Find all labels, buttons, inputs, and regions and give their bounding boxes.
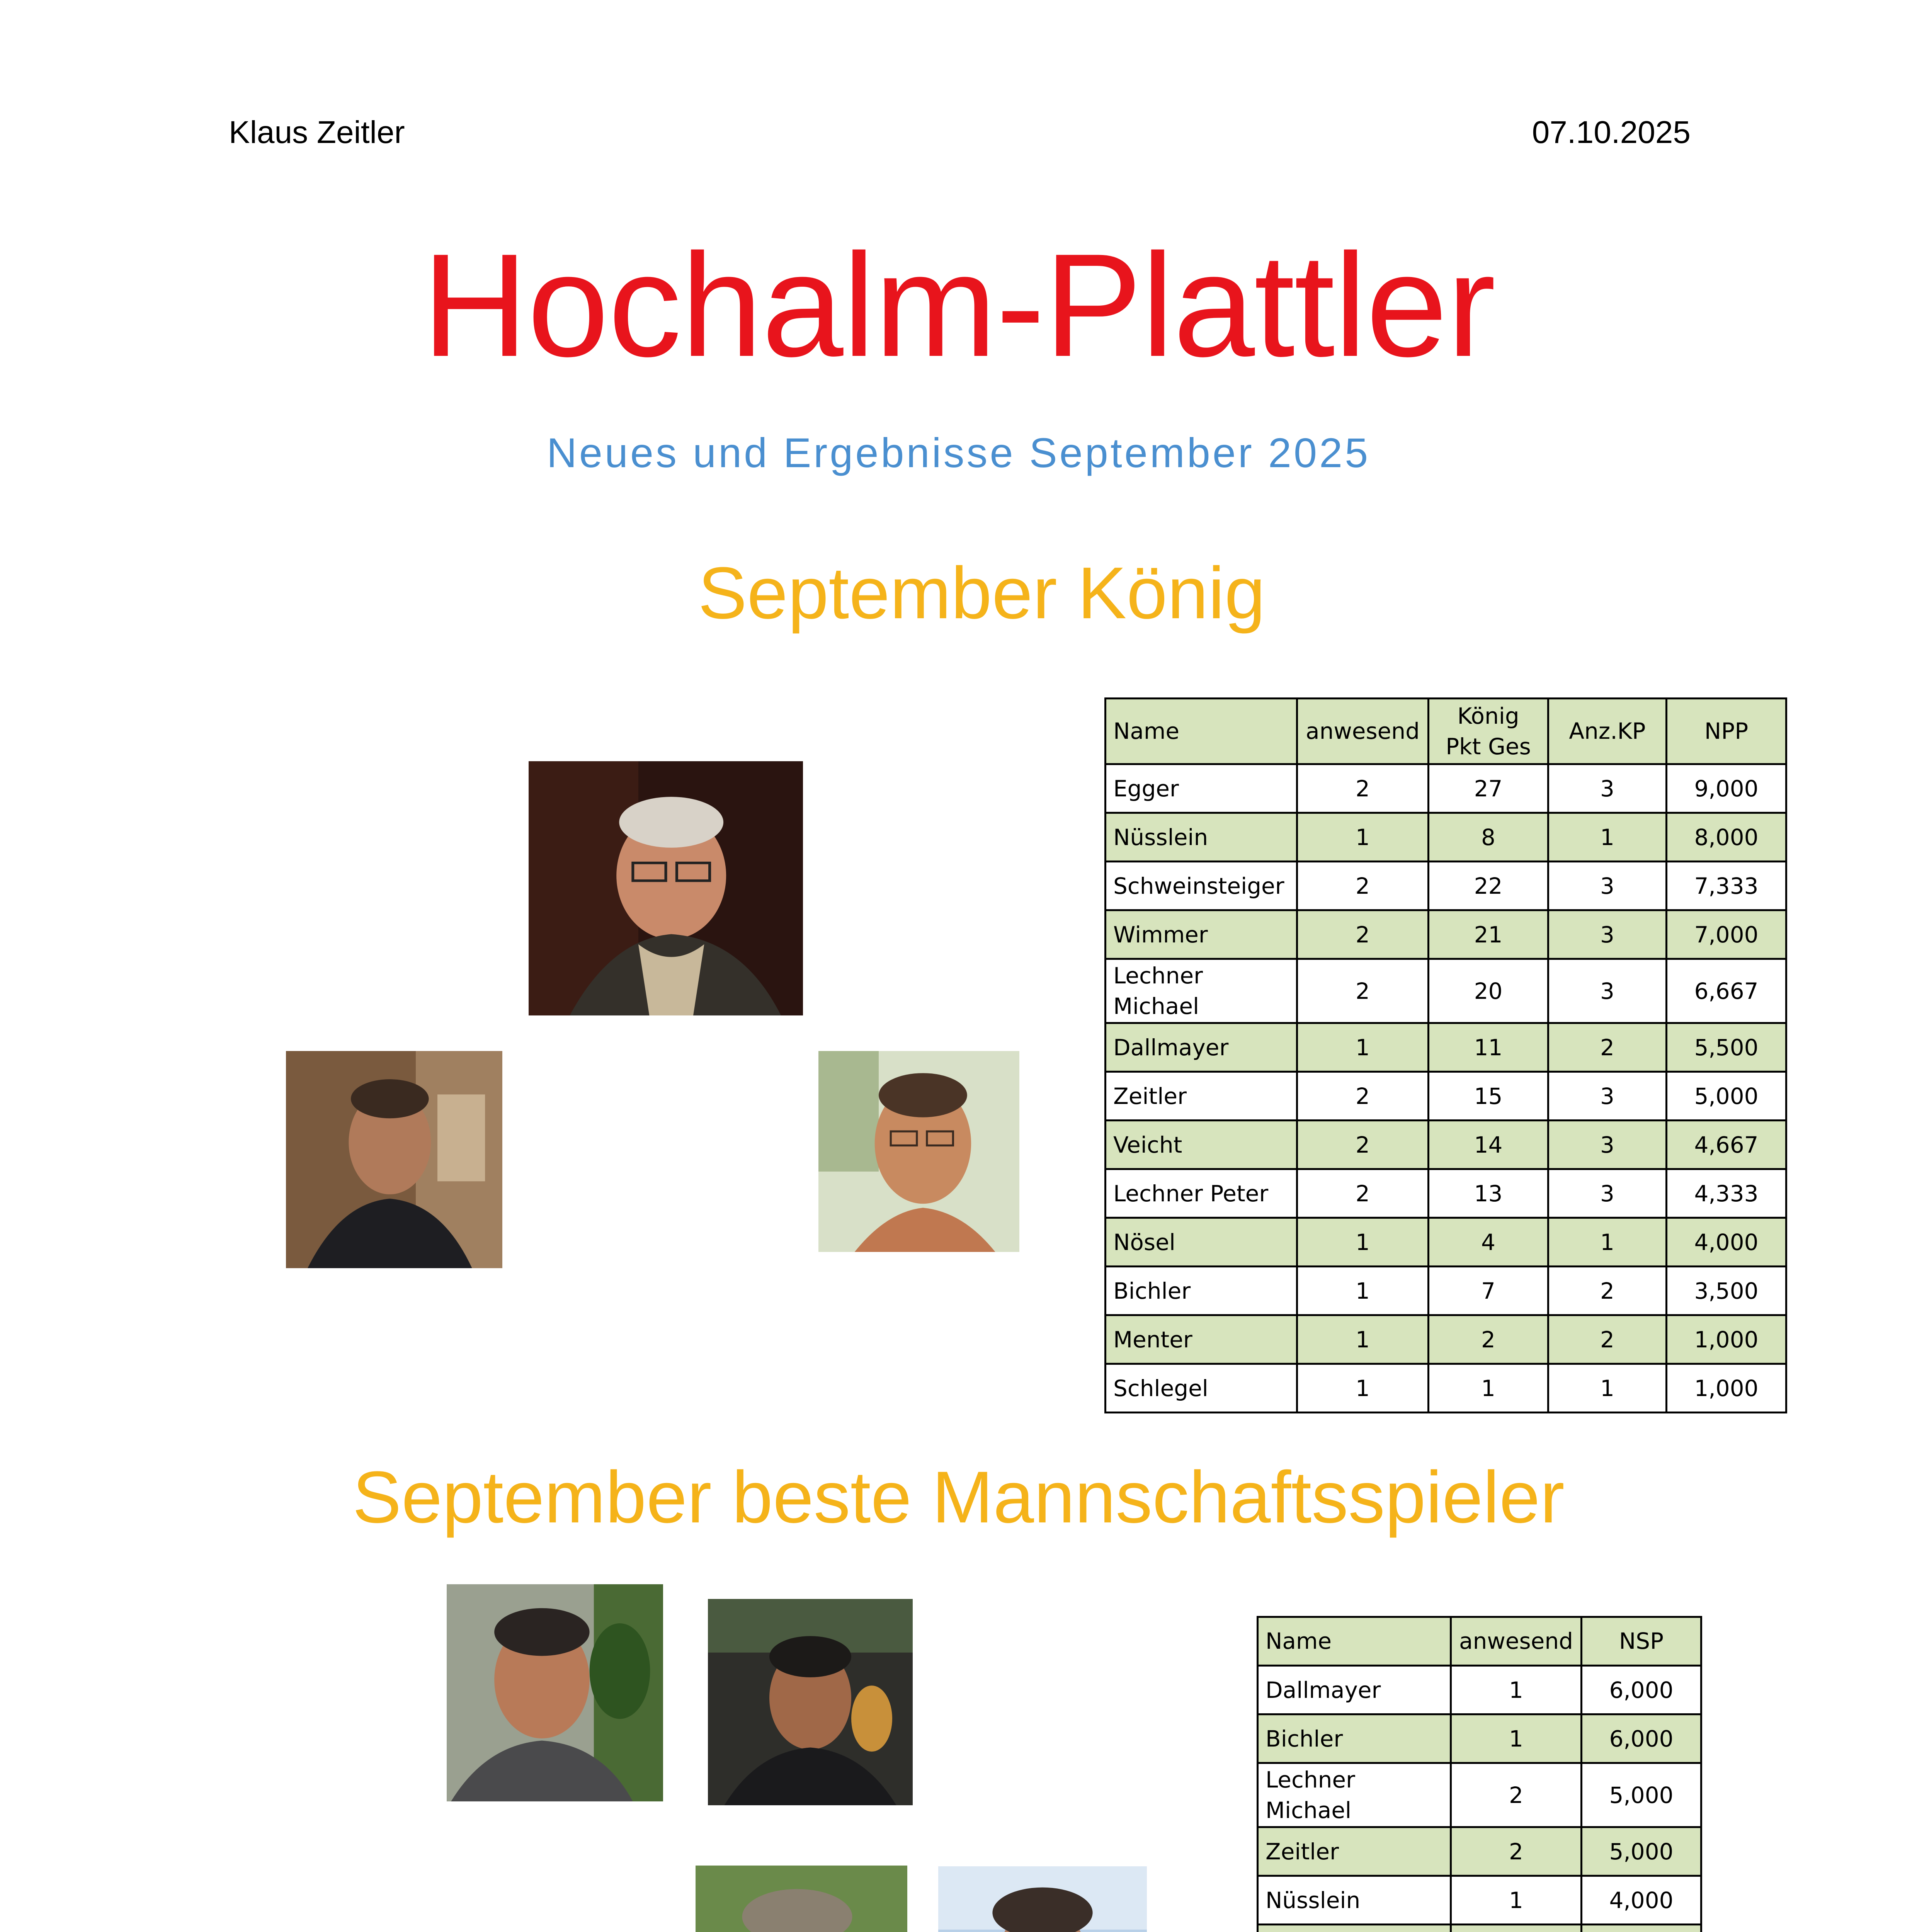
table-row xyxy=(1258,1925,1701,1932)
cell-nsp: 4,000 xyxy=(1582,1876,1701,1925)
column-header: anwesend xyxy=(1297,699,1429,764)
cell-name: Bichler xyxy=(1106,1267,1297,1315)
cell-anwesend: 1 xyxy=(1451,1876,1582,1925)
cell-pkt: 1 xyxy=(1429,1364,1548,1413)
table-row xyxy=(1106,959,1786,1023)
cell-nsp: 5,000 xyxy=(1582,1827,1701,1876)
cell-npp: 8,000 xyxy=(1667,813,1786,862)
cell-pkt: 22 xyxy=(1429,862,1548,910)
cell-pkt: 20 xyxy=(1429,959,1548,1023)
cell-anwesend: 1 xyxy=(1297,1364,1429,1413)
cell-pkt: 2 xyxy=(1429,1315,1548,1364)
cell-npp: 4,667 xyxy=(1667,1121,1786,1169)
photo-konig-first xyxy=(529,761,803,1015)
cell-anwesend: 2 xyxy=(1297,910,1429,959)
cell-anz: 3 xyxy=(1548,1169,1667,1218)
cell-anz: 3 xyxy=(1548,1121,1667,1169)
table-row xyxy=(1106,1364,1786,1413)
cell-anwesend: 2 xyxy=(1297,959,1429,1023)
cell-anwesend: 2 xyxy=(1451,1827,1582,1876)
table-row xyxy=(1106,1121,1786,1169)
section-heading-mannschaftsspieler: September beste Mannschaftsspieler xyxy=(352,1456,1565,1538)
cell-anwesend: 1 xyxy=(1297,813,1429,862)
cell-npp: 7,333 xyxy=(1667,862,1786,910)
cell-anz: 1 xyxy=(1548,1364,1667,1413)
cell-anwesend: 1 xyxy=(1297,1315,1429,1364)
column-header: anwesend xyxy=(1451,1617,1582,1666)
cell-npp: 4,333 xyxy=(1667,1169,1786,1218)
cell-npp: 1,000 xyxy=(1667,1315,1786,1364)
column-header: NPP xyxy=(1667,699,1786,764)
cell-anz: 2 xyxy=(1548,1023,1667,1072)
table-row xyxy=(1106,1072,1786,1121)
cell-name: Wimmer xyxy=(1106,910,1297,959)
cell-pkt: 21 xyxy=(1429,910,1548,959)
table-row xyxy=(1258,1763,1701,1827)
cell-anwesend: 2 xyxy=(1451,1763,1582,1827)
cell-npp: 4,000 xyxy=(1667,1218,1786,1267)
cell-name: Bichler xyxy=(1258,1714,1451,1763)
cell-pkt: 4 xyxy=(1429,1218,1548,1267)
cell-name: Lechner Michael xyxy=(1258,1763,1451,1827)
cell-name: Nüsslein xyxy=(1106,813,1297,862)
cell-pkt: 15 xyxy=(1429,1072,1548,1121)
cell-anwesend: 2 xyxy=(1297,1072,1429,1121)
cell-npp: 9,000 xyxy=(1667,764,1786,813)
column-header: Name xyxy=(1258,1617,1451,1666)
cell-npp: 6,667 xyxy=(1667,959,1786,1023)
cell-npp: 5,500 xyxy=(1667,1023,1786,1072)
cell-anwesend: 2 xyxy=(1297,862,1429,910)
table-header-row xyxy=(1106,699,1786,764)
cell-name xyxy=(1258,1925,1451,1932)
column-header: König Pkt Ges xyxy=(1429,699,1548,764)
column-header: Name xyxy=(1106,699,1297,764)
page-title: Hochalm-Plattler xyxy=(422,223,1495,387)
cell-name: Nüsslein xyxy=(1258,1876,1451,1925)
cell-npp: 7,000 xyxy=(1667,910,1786,959)
photo-konig-third xyxy=(818,1051,1019,1252)
photo-konig-second xyxy=(286,1051,502,1268)
photo-msp-1 xyxy=(447,1584,663,1801)
cell-pkt: 7 xyxy=(1429,1267,1548,1315)
table-row xyxy=(1106,1267,1786,1315)
cell-name: Zeitler xyxy=(1106,1072,1297,1121)
table-row xyxy=(1106,1218,1786,1267)
cell-pkt: 27 xyxy=(1429,764,1548,813)
cell-anwesend: 1 xyxy=(1297,1023,1429,1072)
cell-anwesend: 2 xyxy=(1297,764,1429,813)
cell-anz: 3 xyxy=(1548,862,1667,910)
cell-anwesend: 1 xyxy=(1297,1218,1429,1267)
cell-name: Lechner Peter xyxy=(1106,1169,1297,1218)
cell-anwesend: 2 xyxy=(1297,1169,1429,1218)
table-row xyxy=(1258,1714,1701,1763)
cell-name: Schweinsteiger xyxy=(1106,862,1297,910)
cell-name: Lechner Michael xyxy=(1106,959,1297,1023)
table-row xyxy=(1106,1315,1786,1364)
page-subtitle: Neues und Ergebnisse September 2025 xyxy=(546,429,1371,476)
cell-npp: 1,000 xyxy=(1667,1364,1786,1413)
table-row xyxy=(1106,862,1786,910)
cell-anz: 2 xyxy=(1548,1267,1667,1315)
mannschaftsspieler-table xyxy=(1257,1616,1702,1932)
table-row xyxy=(1106,764,1786,813)
konig-table xyxy=(1104,697,1787,1413)
cell-pkt: 14 xyxy=(1429,1121,1548,1169)
cell-nsp: 5,000 xyxy=(1582,1763,1701,1827)
header-author: Klaus Zeitler xyxy=(229,115,405,150)
cell-anwesend: 2 xyxy=(1297,1121,1429,1169)
cell-nsp: 6,000 xyxy=(1582,1666,1701,1714)
header-date: 07.10.2025 xyxy=(1532,115,1691,150)
table-row xyxy=(1258,1876,1701,1925)
cell-anz: 2 xyxy=(1548,1315,1667,1364)
cell-anwesend: 1 xyxy=(1451,1714,1582,1763)
cell-pkt: 13 xyxy=(1429,1169,1548,1218)
table-row xyxy=(1106,1169,1786,1218)
cell-anz: 1 xyxy=(1548,1218,1667,1267)
cell-name: Nösel xyxy=(1106,1218,1297,1267)
photo-msp-2 xyxy=(708,1599,913,1805)
cell-pkt: 11 xyxy=(1429,1023,1548,1072)
cell-anz: 3 xyxy=(1548,910,1667,959)
cell-npp: 3,500 xyxy=(1667,1267,1786,1315)
cell-anz: 1 xyxy=(1548,813,1667,862)
cell-anz: 3 xyxy=(1548,1072,1667,1121)
cell-nsp: 6,000 xyxy=(1582,1714,1701,1763)
cell-name: Dallmayer xyxy=(1258,1666,1451,1714)
cell-name: Zeitler xyxy=(1258,1827,1451,1876)
cell-name: Schlegel xyxy=(1106,1364,1297,1413)
cell-npp: 5,000 xyxy=(1667,1072,1786,1121)
table-row xyxy=(1106,1023,1786,1072)
cell-pkt: 8 xyxy=(1429,813,1548,862)
table-row xyxy=(1106,910,1786,959)
section-heading-konig: September König xyxy=(698,552,1266,634)
table-row xyxy=(1106,813,1786,862)
table-row xyxy=(1258,1827,1701,1876)
photo-msp-3 xyxy=(696,1866,907,1932)
cell-anwesend: 1 xyxy=(1297,1267,1429,1315)
cell-anz: 3 xyxy=(1548,959,1667,1023)
table-header-row xyxy=(1258,1617,1701,1666)
cell-name: Menter xyxy=(1106,1315,1297,1364)
cell-anwesend: 1 xyxy=(1451,1666,1582,1714)
cell-anz: 3 xyxy=(1548,764,1667,813)
table-row xyxy=(1258,1666,1701,1714)
cell-name: Veicht xyxy=(1106,1121,1297,1169)
column-header: Anz.KP xyxy=(1548,699,1667,764)
cell-nsp xyxy=(1582,1925,1701,1932)
cell-anwesend xyxy=(1451,1925,1582,1932)
photo-msp-4 xyxy=(938,1866,1147,1932)
column-header: NSP xyxy=(1582,1617,1701,1666)
cell-name: Dallmayer xyxy=(1106,1023,1297,1072)
cell-name: Egger xyxy=(1106,764,1297,813)
